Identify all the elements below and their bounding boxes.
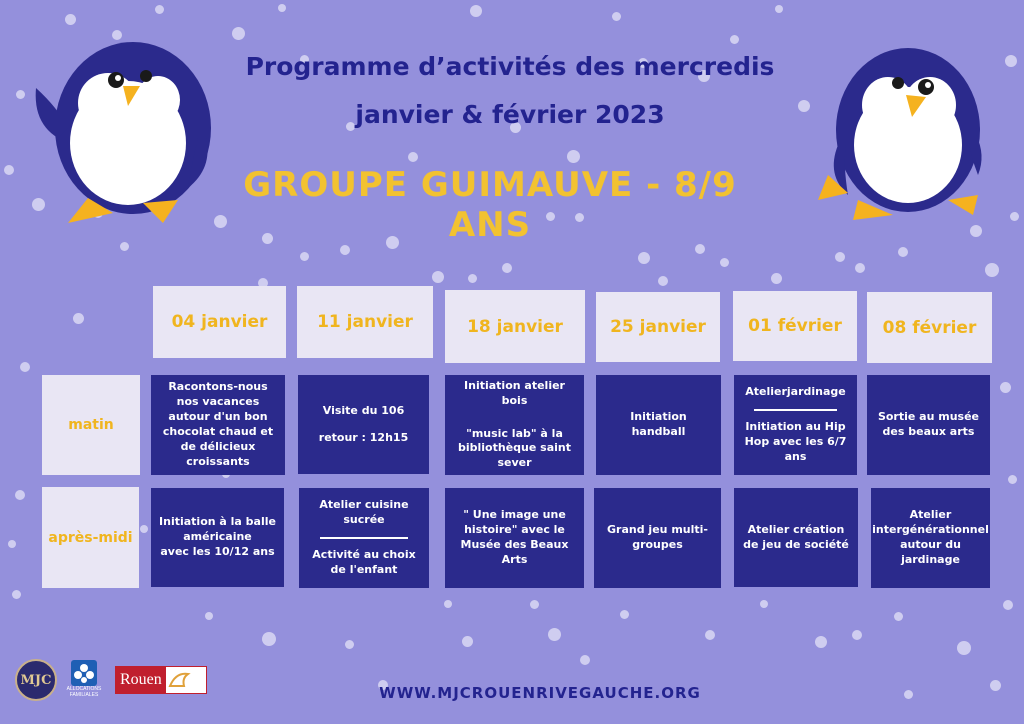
snowflake [15, 490, 25, 500]
group-name: GROUPE GUIMAUVE - 8/9 ANS [243, 165, 737, 245]
date-header: 18 janvier [445, 290, 585, 363]
snowflake [1003, 600, 1013, 610]
snowflake [695, 244, 705, 254]
activity-text: Atelier intergénérationnel autour du jardinage [872, 508, 989, 566]
divider [754, 409, 837, 411]
snowflake [408, 152, 418, 162]
rouen-logo [115, 666, 207, 694]
snowflake [470, 5, 482, 17]
activity-text: Grand jeu multi-groupes [607, 523, 708, 551]
snowflake [620, 610, 629, 619]
caf-logo [64, 660, 104, 702]
activity-cell [871, 488, 990, 588]
activity-text: " Une image une histoire" avec le Musée des Beaux Arts [460, 508, 569, 566]
snowflake [990, 680, 1001, 691]
page-title: Programme d’activités des mercredis [245, 52, 775, 81]
page-subtitle: janvier & février 2023 [355, 100, 665, 129]
snowflake [720, 258, 729, 267]
snowflake [65, 14, 76, 25]
date-header: 11 janvier [297, 286, 433, 358]
snowflake [771, 273, 782, 284]
snowflake [462, 636, 473, 647]
snowflake [155, 5, 164, 14]
penguin-left-icon [28, 28, 218, 228]
activity-text: Atelierjardinage [745, 385, 846, 399]
activity-cell [594, 488, 721, 588]
snowflake [970, 225, 982, 237]
snowflake [432, 271, 444, 283]
snowflake [957, 641, 971, 655]
snowflake [20, 362, 30, 372]
snowflake [638, 252, 650, 264]
snowflake [894, 612, 903, 621]
snowflake [835, 252, 845, 262]
snowflake [730, 35, 739, 44]
snowflake [73, 313, 84, 324]
activity-text: retour : 12h15 [318, 430, 409, 444]
snowflake [898, 247, 908, 257]
website-link[interactable]: WWW.MJCROUENRIVEGAUCHE.ORG [379, 684, 701, 702]
date-header: 25 janvier [596, 292, 720, 362]
row-label-matin: matin [42, 375, 140, 475]
mjc-logo-text: MJC [20, 672, 52, 688]
caf-icon [71, 660, 97, 686]
activity-cell [596, 375, 721, 475]
mjc-logo [15, 659, 57, 701]
snowflake [1008, 475, 1017, 484]
snowflake [548, 628, 561, 641]
snowflake [278, 4, 286, 12]
activity-cell [734, 375, 857, 475]
activity-cell [151, 375, 285, 475]
snowflake [580, 655, 590, 665]
snowflake [1010, 212, 1019, 221]
snowflake [1000, 382, 1011, 393]
activity-text: Atelier cuisine sucrée [319, 498, 409, 527]
date-header: 04 janvier [153, 286, 286, 358]
snowflake [775, 5, 783, 13]
snowflake [530, 600, 539, 609]
snowflake [468, 274, 477, 283]
snowflake [444, 600, 452, 608]
date-header: 08 février [867, 292, 992, 363]
snowflake [300, 252, 309, 261]
activity-cell [867, 375, 990, 475]
activity-cell [298, 375, 429, 474]
snowflake [4, 165, 14, 175]
activity-text: Activité au choix de l'enfant [312, 548, 416, 576]
rouen-logo-text: Rouen [116, 667, 166, 693]
date-header: 01 février [733, 291, 857, 361]
snowflake [345, 640, 354, 649]
activity-cell [445, 375, 584, 475]
snowflake [612, 12, 621, 21]
snowflake [815, 636, 827, 648]
snowflake [8, 540, 16, 548]
activity-text: "music lab" à la bibliothèque saint sever [458, 426, 571, 470]
snowflake [658, 276, 668, 286]
caf-logo-text: ALLOCATIONS FAMILIALES [66, 686, 102, 698]
activity-cell [151, 488, 284, 587]
snowflake [985, 263, 999, 277]
snowflake [16, 90, 25, 99]
activity-cell [299, 488, 429, 588]
snowflake [232, 27, 245, 40]
snowflake [340, 245, 350, 255]
snowflake [705, 630, 715, 640]
snowflake [567, 150, 580, 163]
snowflake [205, 612, 213, 620]
activity-text: Initiation handball [630, 410, 687, 438]
snowflake [140, 525, 148, 533]
activity-cell [734, 488, 858, 587]
snowflake [262, 632, 276, 646]
activity-text: Racontons-nous nos vacances autour d'un bon chocolat chaud et de délicieux croissants [162, 380, 274, 468]
divider [320, 537, 409, 539]
snowflake [855, 263, 865, 273]
rouen-emblem-icon [166, 668, 196, 692]
snowflake [904, 690, 913, 699]
snowflake [852, 630, 862, 640]
snowflake [120, 242, 129, 251]
activity-text: Atelier création de jeu de société [743, 522, 849, 551]
snowflake [502, 263, 512, 273]
snowflake [760, 600, 768, 608]
penguin-right-icon [818, 35, 988, 220]
activity-text: Initiation atelier bois [464, 378, 565, 407]
snowflake [1005, 55, 1017, 67]
activity-text: avec les 10/12 ans [160, 544, 275, 558]
activity-text: Sortie au musée des beaux arts [877, 410, 980, 438]
activity-text: Visite du 106 [322, 403, 405, 417]
activity-cell [445, 488, 584, 588]
activity-text: Initiation à la balle américaine [159, 515, 276, 544]
activity-text: Initiation au Hip Hop avec les 6/7 ans [744, 420, 847, 463]
row-label-apres-midi: après-midi [42, 487, 139, 588]
snowflake [12, 590, 21, 599]
